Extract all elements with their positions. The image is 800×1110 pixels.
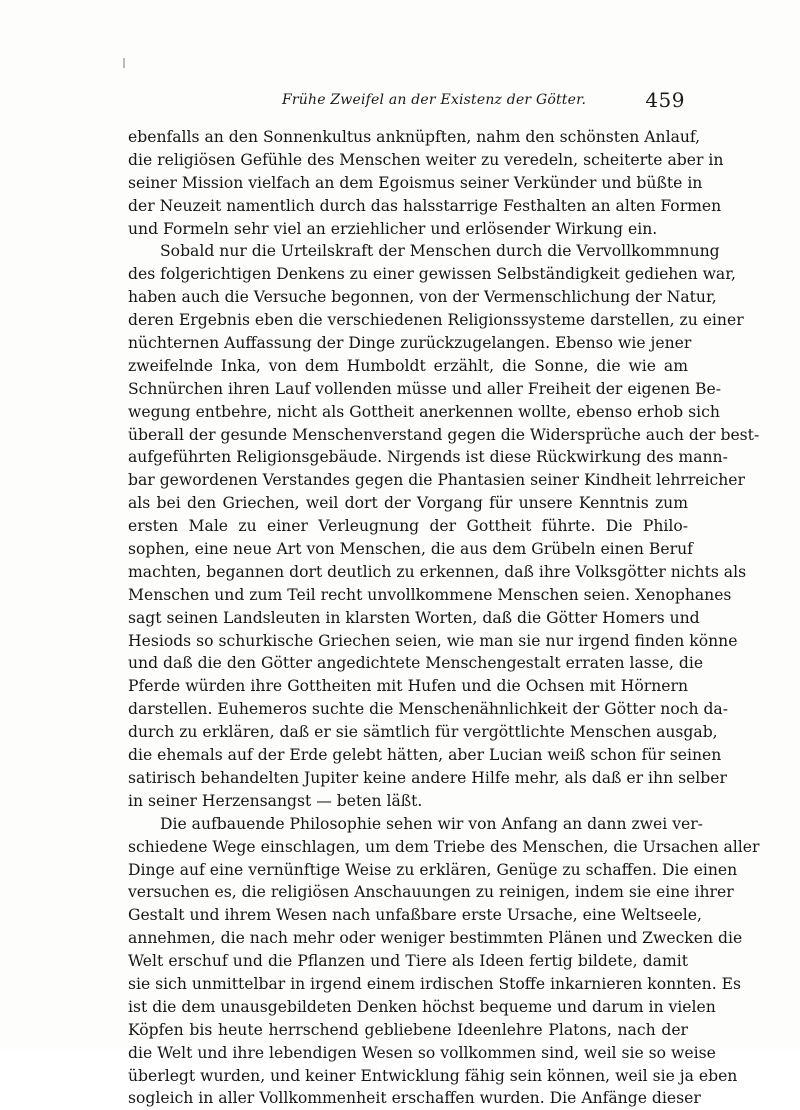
text-line: sagt seinen Landsleuten in klarsten Worten, daß die Götter Homers und — [128, 608, 700, 627]
text-line: die ehemals auf der Erde gelebt hätten, aber Lucian weiß schon für seinen — [128, 746, 722, 765]
text-line: Die aufbauende Philosophie sehen wir von Anfang an dann zwei ver- — [160, 814, 703, 833]
text-line: die Welt und ihre lebendigen Wesen so vollkommen sind, weil sie so weise — [128, 1043, 716, 1062]
text-line: satirisch behandelten Jupiter keine andere Hilfe mehr, als daß er ihn selber — [128, 768, 727, 787]
text-line: sie sich unmittelbar in irgend einem irdischen Stoffe inkarnieren konnten. Es — [128, 974, 741, 993]
page-header — [130, 88, 685, 116]
text-line: bar gewordenen Verstandes gegen die Phantasien seiner Kindheit lehrreicher — [128, 471, 745, 490]
text-line: die religiösen Gefühle des Menschen weiter zu veredeln, scheiterte aber in — [128, 150, 724, 169]
page-number: 459 — [645, 88, 685, 112]
text-line: Dinge auf eine vernünftige Weise zu erklären, Genüge zu schaffen. Die einen — [128, 860, 738, 879]
text-line: Köpfen bis heute herrschend gebliebene Ideenlehre Platons, nach der — [128, 1020, 688, 1039]
text-line: zweifelnde Inka, von dem Humboldt erzählt, die Sonne, die wie am — [128, 356, 688, 375]
text-line: überall der gesunde Menschenverstand gegen die Widersprüche auch der best- — [128, 425, 760, 444]
text-line: in seiner Herzensangst — beten läßt. — [128, 791, 423, 810]
text-line: durch zu erklären, daß er sie sämtlich für vergöttlichte Menschen ausgab, — [128, 723, 718, 742]
text-line: aufgeführten Religionsgebäude. Nirgends ist diese Rückwirkung des mann- — [128, 448, 728, 467]
text-line: machten, begannen dort deutlich zu erkennen, daß ihre Volksgötter nichts als — [128, 562, 747, 581]
text-line: der Neuzeit namentlich durch das halsstarrige Festhalten an alten Formen — [128, 196, 722, 215]
text-line: Sobald nur die Urteilskraft der Menschen durch die Vervollkommnung — [160, 242, 720, 261]
text-line: versuchen es, die religiösen Anschauungen zu reinigen, indem sie eine ihrer — [128, 883, 734, 902]
text-line: sogleich in aller Vollkommenheit erschaffen wurden. Die Anfänge dieser — [128, 1089, 701, 1108]
text-line: nüchternen Auffassung der Dinge zurückzugelangen. Ebenso wie jener — [128, 334, 692, 353]
text-line: annehmen, die nach mehr oder weniger bestimmten Plänen und Zwecken die — [128, 929, 743, 948]
text-line: als bei den Griechen, weil dort der Vorgang für unsere Kenntnis zum — [128, 494, 688, 513]
text-line: ersten Male zu einer Verleugnung der Gottheit führte. Die Philo- — [128, 517, 688, 536]
text-line: Hesiods so schurkische Griechen seien, wie man sie nur irgend finden könne — [128, 631, 738, 650]
margin-mark — [123, 58, 125, 68]
text-line: Welt erschuf und die Pflanzen und Tiere als Ideen fertig bildete, damit — [128, 952, 688, 971]
text-line: überlegt wurden, und keiner Entwicklung fähig sein können, weil sie ja eben — [128, 1066, 738, 1085]
text-line: deren Ergebnis eben die verschiedenen Religionssysteme darstellen, zu einer — [128, 311, 744, 330]
text-line: darstellen. Euhemeros suchte die Menschenähnlichkeit der Götter noch da- — [128, 700, 728, 719]
text-line: Schnürchen ihren Lauf vollenden müsse und aller Freiheit der eigenen Be- — [128, 379, 721, 398]
body-text — [128, 126, 760, 1110]
text-line: Pferde würden ihre Gottheiten mit Hufen und die Ochsen mit Hörnern — [128, 677, 688, 696]
text-line: Menschen und zum Teil recht unvollkommene Menschen seien. Xenophanes — [128, 585, 732, 604]
text-line: schiedene Wege einschlagen, um dem Triebe des Menschen, die Ursachen aller — [128, 837, 760, 856]
text-line: und daß die den Götter angedichtete Menschengestalt erraten lasse, die — [128, 654, 704, 673]
text-line: ebenfalls an den Sonnenkultus anknüpften, nahm den schönsten Anlauf, — [128, 128, 701, 146]
text-line: sophen, eine neue Art von Menschen, die aus dem Grübeln einen Beruf — [128, 540, 693, 559]
text-line: wegung entbehre, nicht als Gottheit anerkennen wollte, ebenso erhob sich — [128, 402, 720, 421]
text-line: Gestalt und ihrem Wesen nach unfaßbare erste Ursache, eine Weltseele, — [128, 906, 702, 925]
running-title: Frühe Zweifel an der Existenz der Götter. — [282, 92, 587, 108]
text-line: ist die dem unausgebildeten Denken höchst bequeme und darum in vielen — [128, 997, 716, 1016]
text-line: des folgerichtigen Denkens zu einer gewissen Selbständigkeit gediehen war, — [128, 265, 736, 284]
text-line: haben auch die Versuche begonnen, von der Vermenschlichung der Natur, — [128, 288, 717, 307]
text-line: und Formeln sehr viel an erziehlicher und erlösender Wirkung ein. — [128, 219, 658, 238]
text-line: seiner Mission vielfach an dem Egoismus seiner Verkünder und büßte in — [128, 173, 703, 192]
